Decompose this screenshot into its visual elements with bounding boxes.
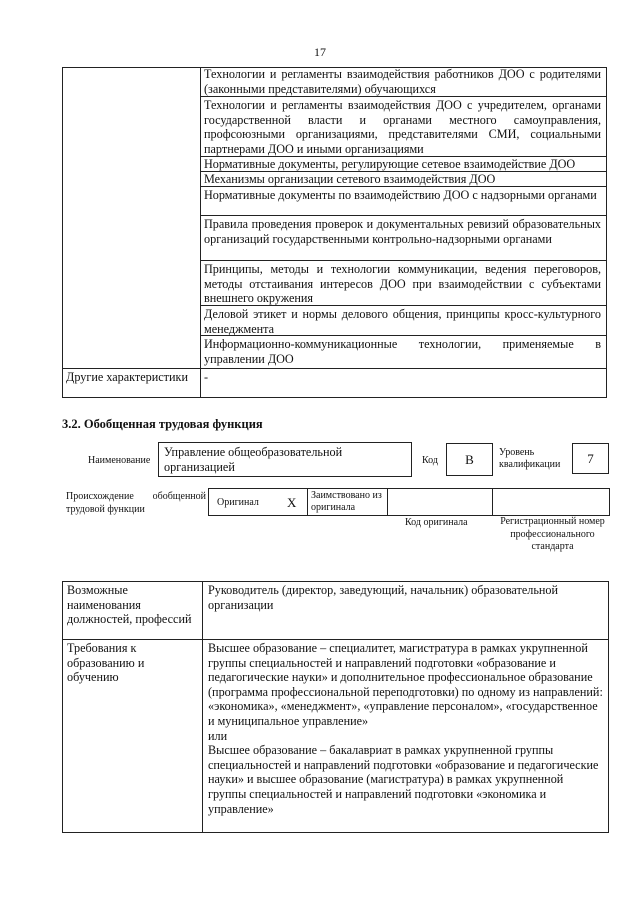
other-characteristics-value: - — [204, 370, 209, 384]
knowledge-item: Технологии и регламенты взаимодействия работников ДОО с родителями (законными представителями) обучающихся — [204, 67, 601, 96]
knowledge-table — [62, 67, 607, 398]
level-box — [572, 443, 609, 474]
education-label: Требования к образованию и обучению — [67, 641, 145, 685]
knowledge-item: Принципы, методы и технологии коммуникации, ведения переговоров, методы отстаивания интересов ДОО при взаимодействии с субъектами внешнего окружения — [204, 262, 601, 306]
knowledge-item: Деловой этикет и нормы делового общения, принципы кросс-культурного менеджмента — [204, 307, 601, 336]
original-mark: X — [287, 495, 297, 510]
knowledge-item: Правила проведения проверок и документальных ревизий образовательных организаций государственными контрольно-надзорными органами — [204, 217, 601, 246]
reg-number-caption: Регистрационный номер профессионального стандарта — [500, 516, 605, 552]
code-value: B — [465, 452, 474, 467]
borrowed-label: Заимствовано из оригинала — [311, 490, 382, 513]
origin-label: Происхождение обобщенной трудовой функции — [66, 491, 206, 515]
knowledge-item: Механизмы организации сетевого взаимодействия ДОО — [204, 172, 496, 186]
code-label: Код — [422, 455, 438, 466]
level-label: Уровень квалификации — [499, 447, 561, 470]
requirements-table — [62, 581, 609, 833]
knowledge-item: Нормативные документы, регулирующие сетевое взаимодействие ДОО — [204, 157, 576, 171]
positions-value: Руководитель (директор, заведующий, начальник) образовательной организации — [208, 583, 559, 612]
level-value: 7 — [587, 451, 594, 466]
name-box — [158, 442, 412, 477]
name-label: Наименование — [88, 455, 151, 466]
positions-label: Возможные наименования должностей, профессий — [67, 583, 192, 627]
name-value: Управление общеобразовательной организацией — [164, 445, 343, 474]
education-value: Высшее образование – специалитет, магистратура в рамках укрупненной группы специальностей и направлений подготовки «образование и педагогические науки» и дополнительное профессиональное образование (программа профессиональной переподготовки) по одному из направлений: «экономика», «менеджмент», «управление персоналом», «государственное и муниципальное управление» или Высшее образование – бакалавриат в рамках укрупненной группы специальностей и направлений подготовки «образование и педагогические науки» и высшее образование (магистратура) в рамках укрупненной группы специальностей и направлений подготовки «экономика и управление» — [208, 641, 603, 816]
section-heading: 3.2. Обобщенная трудовая функция — [62, 417, 263, 431]
original-label: Оригинал — [217, 497, 259, 508]
origin-box — [208, 488, 610, 516]
code-box — [446, 443, 493, 476]
knowledge-item: Нормативные документы по взаимодействию ДОО с надзорными органами — [204, 188, 597, 202]
knowledge-item: Информационно-коммуникационные технологии, применяемые в управлении ДОО — [204, 337, 601, 366]
page-number: 17 — [314, 45, 326, 59]
other-characteristics-label: Другие характеристики — [66, 370, 188, 384]
knowledge-item: Технологии и регламенты взаимодействия ДОО с учредителем, органами государственной власти и органами местного самоуправления, профсоюзными организациями, представителями СМИ, социальными партнерами ДОО и иными организациями — [204, 98, 601, 156]
code-original-caption: Код оригинала — [405, 517, 468, 528]
